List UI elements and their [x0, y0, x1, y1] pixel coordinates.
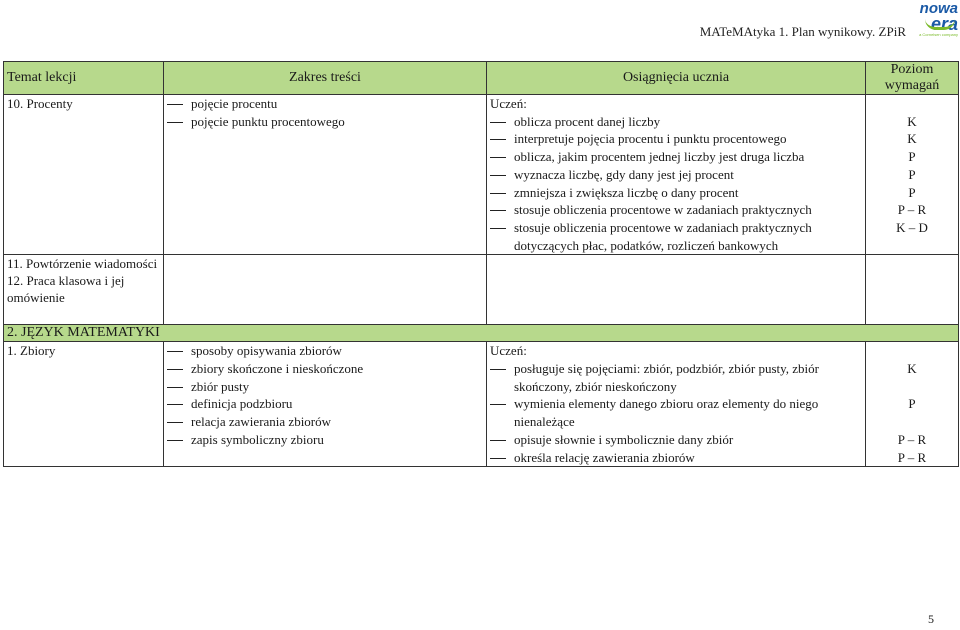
achievements-cell: Uczeń: oblicza procent danej liczby interpretuje pojęcia procentu i punktu procentowego oblicza, jakim procentem jednej liczby jest druga liczba wyznacza liczbę, gdy dany jest jej procent zmniejsza i zwiększa liczbę o dany procent stosuje obliczenia procentowe w zadaniach praktycznych stosuje obliczenia procentowe w zadaniach praktycznych dotyczących płac, podatków, rozliczeń bankowych	[487, 95, 866, 255]
scope-cell	[164, 95, 487, 255]
list-item: zmniejsza i zwiększa liczbę o dany procent	[490, 184, 862, 202]
section-row	[4, 325, 959, 342]
table-row	[4, 255, 959, 325]
list-item: opisuje słownie i symbolicznie dany zbiór	[490, 431, 862, 449]
list-item: pojęcie procentu	[167, 95, 483, 113]
list-item: posługuje się pojęciami: zbiór, podzbiór, zbiór pusty, zbiór skończony, zbiór nieskończony	[490, 360, 862, 395]
list-item: oblicza procent danej liczby	[490, 113, 862, 131]
header-achievements: Osiągnięcia ucznia	[487, 62, 866, 95]
list-item: sposoby opisywania zbiorów	[167, 342, 483, 360]
table-row	[4, 342, 959, 467]
list-item: oblicza, jakim procentem jednej liczby jest druga liczba	[490, 148, 862, 166]
page-number: 5	[928, 612, 934, 626]
list-item: definicja podzbioru	[167, 395, 483, 413]
document-title: MATeMAtyka 1. Plan wynikowy. ZPiR	[699, 24, 906, 39]
section-title: 2. JĘZYK MATEMATYKI	[4, 325, 959, 342]
list-item: interpretuje pojęcia procentu i punktu procentowego	[490, 130, 862, 148]
topic-cell: 11. Powtórzenie wiadomości 12. Praca klasowa i jej omówienie	[4, 255, 164, 325]
header-level: Poziom wymagań	[866, 62, 959, 95]
list-item: relacja zawierania zbiorów	[167, 413, 483, 431]
achievements-cell: Uczeń: posługuje się pojęciami: zbiór, podzbiór, zbiór pusty, zbiór skończony, zbiór nieskończony wymienia elementy danego zbioru oraz elementy do niego nienależące opisuje słownie i symbolicznie dany zbiór określa relację zawierania zbiorów	[487, 342, 866, 467]
list-item: stosuje obliczenia procentowe w zadaniach praktycznych dotyczących płac, podatków, rozliczeń bankowych	[490, 219, 862, 254]
topic-cell: 1. Zbiory	[4, 342, 164, 467]
list-item: wyznacza liczbę, gdy dany jest jej procent	[490, 166, 862, 184]
list-item: pojęcie punktu procentowego	[167, 113, 483, 131]
table-header-row	[4, 62, 959, 95]
list-item: zbiór pusty	[167, 378, 483, 396]
nowa-era-logo: nowa era a Cornelsen company	[919, 0, 958, 37]
plan-table	[3, 61, 959, 467]
header-topic: Temat lekcji	[4, 62, 164, 95]
list-item: stosuje obliczenia procentowe w zadaniach praktycznych	[490, 201, 862, 219]
scope-cell	[164, 342, 487, 467]
level-cell: K P P – R P – R	[866, 342, 959, 467]
list-item: określa relację zawierania zbiorów	[490, 449, 862, 467]
level-cell: K K P P P P – R K – D	[866, 95, 959, 255]
list-item: wymienia elementy danego zbioru oraz elementy do niego nienależące	[490, 395, 862, 430]
list-item: zapis symboliczny zbioru	[167, 431, 483, 449]
table-row	[4, 95, 959, 255]
header-scope: Zakres treści	[164, 62, 487, 95]
topic-cell: 10. Procenty	[4, 95, 164, 255]
list-item: zbiory skończone i nieskończone	[167, 360, 483, 378]
